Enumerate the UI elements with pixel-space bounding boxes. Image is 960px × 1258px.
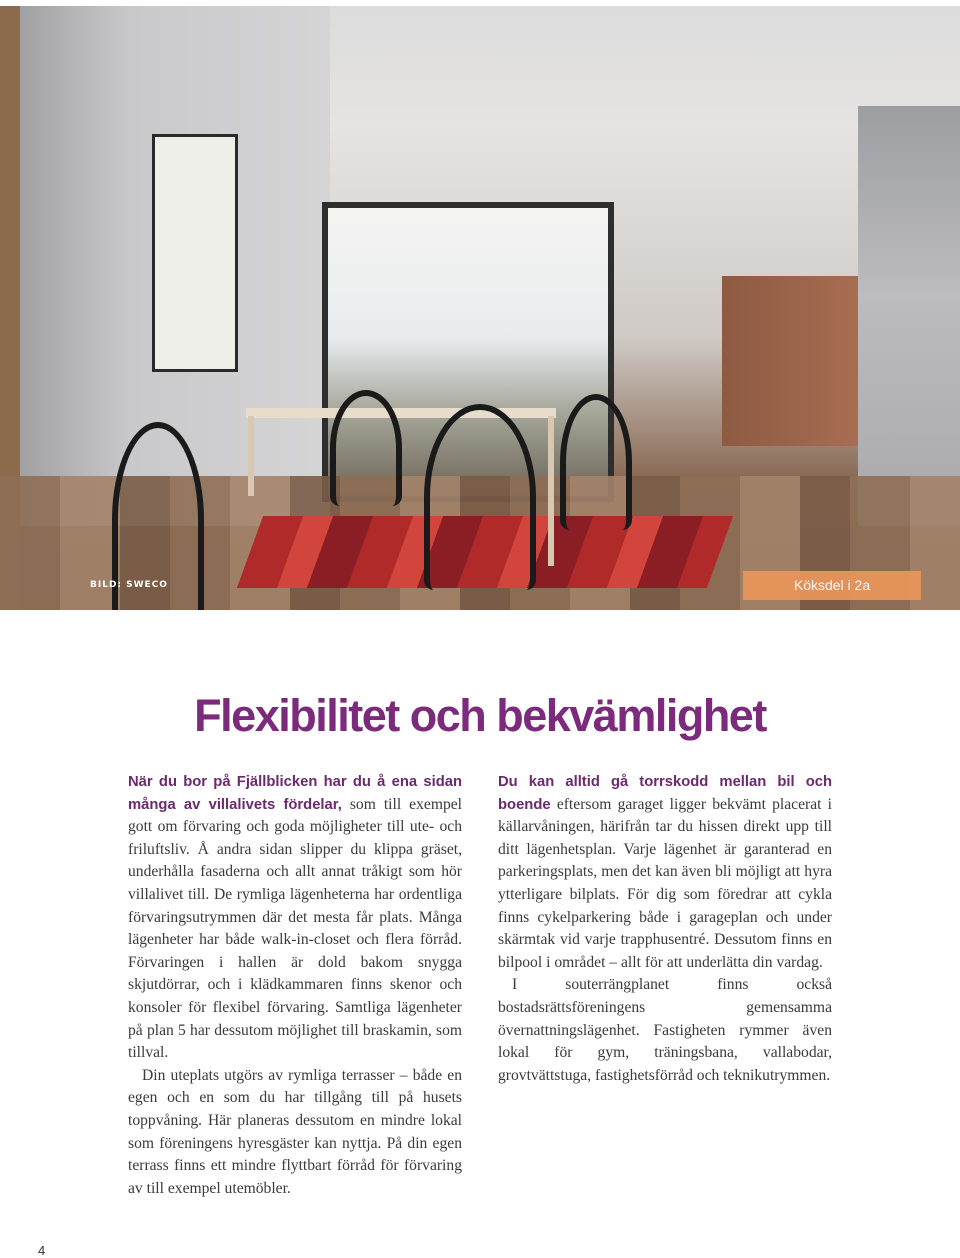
left-column (128, 771, 462, 1200)
left-paragraph-2: Din uteplats utgörs av rymliga terrasser – både en egen och en som du har tillgång till på husets toppvåning. Här planeras dessutom en mindre lokal som föreningens hyresgäster kan nyttja. På din egen terrass finns ett mindre flyttbart förråd för förvaring av till exempel utemöbler. (128, 1066, 462, 1197)
photo-brick-wall (722, 276, 862, 446)
right-paragraph-2: I souterrängplanet finns också bostadsrättsföreningens gemensamma övernattningslägenhet. Fastigheten rymmer även lokal för gym, träningsbana, vallabodar, grovtvättstuga, fastighetsförråd och teknikutrymmen. (498, 976, 832, 1084)
right-lead: Du kan alltid gå torrskodd mellan bil och boende (498, 774, 832, 813)
right-column (498, 771, 832, 1087)
photo-fish-artwork (152, 134, 238, 372)
photo-caption: Köksdel i 2a (743, 571, 921, 600)
photo-table-leg (248, 416, 254, 496)
left-lead: När du bor på Fjällblicken har du å ena sidan många av villalivets fördelar, (128, 774, 462, 813)
right-paragraph-1: eftersom garaget ligger bekvämt placerat i källarvåningen, härifrån tar du hissen direkt upp till ditt lägenhetsplan. Varje lägenhet är garanterad en parkeringsplats, men det kan även bli möjligt att hyra ytterligare bilplats. För dig som föredrar att cykla finns cykelparkering både i garageplan och under skärmtak vid varje trapphusentré. Dessutom finns en bilpool i området – allt för att underlätta din vardag. (498, 795, 832, 971)
photo-chair (424, 404, 536, 590)
page-number: 4 (38, 1243, 46, 1258)
left-paragraph-1: som till exempel gott om förvaring och goda möjligheter till ute- och friluftsliv. Å andra sidan slipper du klippa gräset, underhålla fasaderna och allt annat tråkigt som hör villalivet till. De rymliga lägenheterna har ordentliga förvaringsutrymmen där det mesta får plats. Många lägenheter har både walk-in-closet och flera förråd. Förvaringen i hallen är dold bakom snygga skjutdörrar, och i klädkammaren finns skenor och konsoler för flexibel förvaring. Samtliga lägenheter på plan 5 har dessutom möjlighet till braskamin, som tillval. (128, 795, 462, 1062)
interior-photo (0, 6, 960, 610)
photo-kitchen-cabinets (858, 106, 960, 526)
photo-chair (560, 394, 632, 530)
photo-table-leg (548, 416, 554, 566)
page-title: Flexibilitet och bekvämlighet (194, 690, 766, 741)
photo-credit: BILD: SWECO (90, 580, 168, 590)
photo-chair (330, 390, 402, 506)
photo-table (246, 408, 556, 418)
